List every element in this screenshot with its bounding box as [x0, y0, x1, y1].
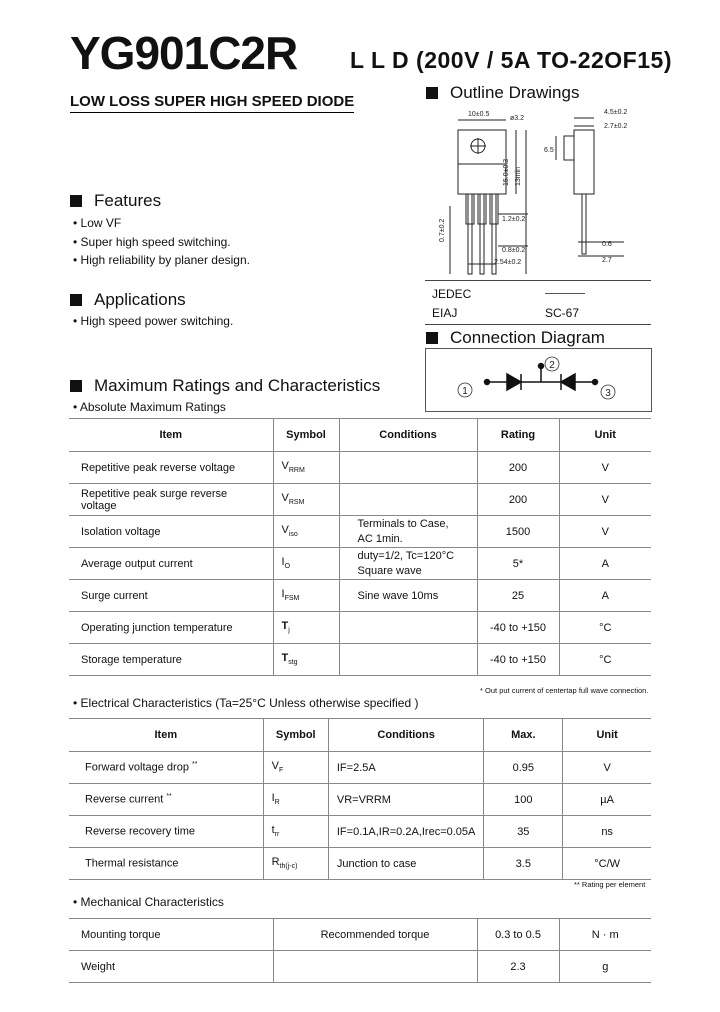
eiaj-value: SC-67 — [545, 306, 580, 320]
part-number: YG901C2R — [70, 27, 298, 79]
bullet-square-icon — [426, 332, 438, 344]
outline-drawing — [428, 106, 652, 286]
dim-label: 1.2±0.2 — [502, 216, 526, 223]
diode-icon — [561, 374, 575, 390]
eiaj-label: EIAJ — [432, 306, 458, 320]
dim-label: 0.6 — [602, 241, 612, 248]
absolute-ratings-table — [69, 418, 651, 676]
footnote: * Out put current of centertap full wave connection. — [480, 686, 649, 695]
dim-label: 2.7 — [602, 257, 612, 264]
electrical-heading: • Electrical Characteristics (Ta=25°C Unless otherwise specified ) — [73, 696, 419, 710]
ratings-heading: Maximum Ratings and Characteristics — [70, 376, 380, 396]
bullet-square-icon — [426, 87, 438, 99]
jedec-label: JEDEC — [432, 287, 472, 301]
footnote: ** Rating per element — [574, 880, 646, 889]
table-row: Isolation voltage $V_{iso}$ Terminals to Case, AC 1min. 1500 V — [69, 516, 651, 548]
connection-diagram — [425, 348, 652, 412]
package-codes — [425, 280, 651, 325]
diode-icon — [507, 374, 521, 390]
list-item: • High reliability by planer design. — [73, 251, 250, 270]
table-row: Operating junction temperature $T_j$ -40 to +150 °C — [69, 612, 651, 644]
dim-label: 2.54±0.2 — [494, 259, 522, 266]
bullet-square-icon — [70, 294, 82, 306]
connection-heading: Connection Diagram — [426, 328, 605, 348]
product-line: LOW LOSS SUPER HIGH SPEED DIODE — [70, 93, 354, 113]
pin-label: 3 — [605, 388, 611, 399]
dim-label: 0.7±0.2 — [439, 218, 446, 242]
dim-label: 4.5±0.2 — [604, 109, 628, 116]
list-item: • Super high speed switching. — [73, 233, 250, 252]
table-row: Storage temperature $T_{stg}$ -40 to +150 °C — [69, 644, 651, 676]
table-row: Repetitive peak reverse voltage $V_{RRM}$ 200 V — [69, 452, 651, 484]
mechanical-heading: • Mechanical Characteristics — [73, 895, 224, 909]
dim-label: ø3.2 — [510, 115, 525, 122]
package-side — [574, 130, 594, 194]
dim-label: 10±0.5 — [468, 111, 490, 118]
table-row: Weight 2.3 g — [69, 951, 651, 983]
table-header: Item Symbol Conditions Rating Unit — [69, 419, 651, 452]
applications-heading: Applications — [70, 290, 186, 310]
table-row: Reverse current ** $I_R$ VR=VRRM 100 µA — [69, 784, 651, 816]
features-list — [73, 214, 250, 270]
table-row: Repetitive peak surge reverse voltage $V_{RSM}$ 200 V — [69, 484, 651, 516]
dim-label: 2.7±0.2 — [604, 123, 628, 130]
list-item: • Low VF — [73, 214, 250, 233]
pin-label: 2 — [549, 360, 555, 371]
pin-label: 1 — [462, 386, 468, 397]
table-header: Item Symbol Conditions Max. Unit — [69, 719, 651, 752]
bullet-square-icon — [70, 380, 82, 392]
outline-heading: Outline Drawings — [426, 83, 579, 103]
table-row: Mounting torque Recommended torque 0.3 to 0.5 N · m — [69, 919, 651, 951]
table-row: Average output current $I_O$ duty=1/2, Tc=120°C Square wave 5* A — [69, 548, 651, 580]
bullet-square-icon — [70, 195, 82, 207]
electrical-table — [69, 718, 651, 880]
table-row: Thermal resistance $R_{th(j-c)}$ Junction to case 3.5 °C/W — [69, 848, 651, 880]
table-row: Reverse recovery time $t_{rr}$ IF=0.1A,IR=0.2A,Irec=0.05A 35 ns — [69, 816, 651, 848]
table-row: Surge current $I_{FSM}$ Sine wave 10ms 25 A — [69, 580, 651, 612]
dim-label: 6.5 — [544, 147, 554, 154]
list-item: • High speed power switching. — [73, 312, 233, 331]
jedec-value — [545, 287, 585, 294]
ratings-subtitle: • Absolute Maximum Ratings — [73, 400, 226, 414]
mechanical-table — [69, 918, 651, 983]
dim-label: 15.0±0.3 — [503, 158, 510, 186]
features-heading: Features — [70, 191, 161, 211]
dim-label: 0.8±0.2 — [502, 247, 526, 254]
applications-list — [73, 312, 233, 331]
spec-line: L L D (200V / 5A TO-22OF15) — [350, 47, 672, 73]
package-body — [458, 130, 506, 194]
table-row: Forward voltage drop ** $V_F$ IF=2.5A 0.95 V — [69, 752, 651, 784]
dim-label: 13min — [515, 166, 522, 186]
